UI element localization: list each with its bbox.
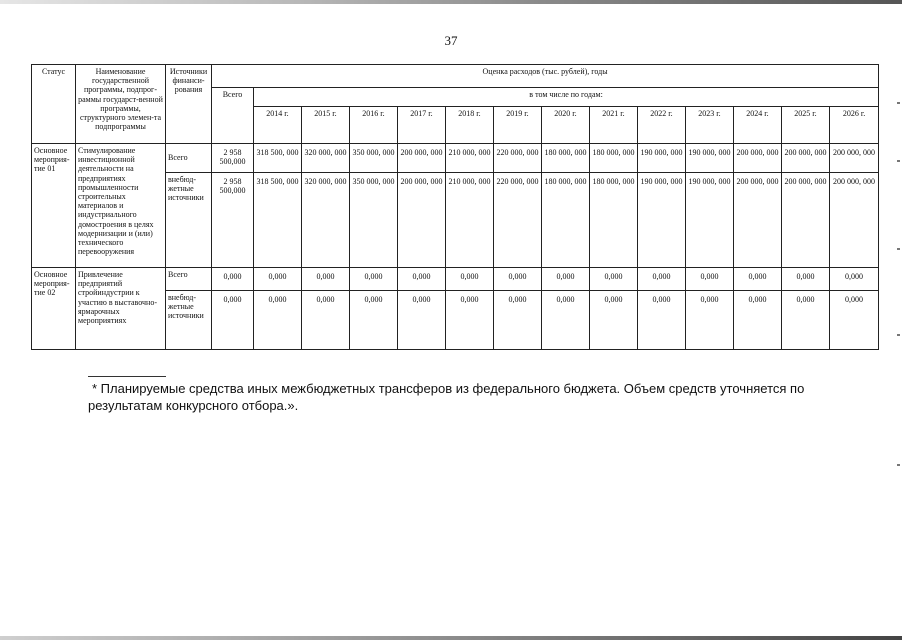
header-year: 2026 г. (830, 107, 879, 144)
header-year: 2024 г. (734, 107, 782, 144)
header-year: 2025 г. (782, 107, 830, 144)
year-value-cell: 200 000, 000 (782, 144, 830, 173)
header-year: 2015 г. (302, 107, 350, 144)
header-total: Всего (212, 88, 254, 144)
table-row (32, 144, 879, 173)
year-value-cell: 0,000 (254, 268, 302, 291)
year-value-cell: 0,000 (446, 291, 494, 350)
status-cell: Основное мероприя-тие 02 (32, 268, 76, 350)
total-cell: 0,000 (212, 291, 254, 350)
year-value-cell: 180 000, 000 (542, 144, 590, 173)
status-cell: Основное мероприя-тие 01 (32, 144, 76, 268)
name-cell: Стимулирование инвестиционной деятельности на предприятиях промышленности строительных материалов и индустриального домостроения в целях модернизации и (или) технического перевооружения (76, 144, 166, 268)
year-value-cell: 0,000 (398, 291, 446, 350)
year-value-cell: 0,000 (830, 268, 879, 291)
year-value-cell: 0,000 (686, 291, 734, 350)
year-value-cell: 0,000 (446, 268, 494, 291)
year-value-cell: 0,000 (542, 268, 590, 291)
header-year: 2022 г. (638, 107, 686, 144)
year-value-cell: 0,000 (590, 291, 638, 350)
year-value-cell: 190 000, 000 (686, 144, 734, 173)
header-by-years: в том числе по годам: (254, 88, 879, 107)
header-year: 2018 г. (446, 107, 494, 144)
total-cell: 2 958 500,000 (212, 144, 254, 173)
source-cell: Всего (166, 268, 212, 291)
source-cell: внебюд-жетные источники (166, 291, 212, 350)
year-value-cell: 200 000, 000 (830, 144, 879, 173)
year-value-cell: 0,000 (350, 291, 398, 350)
budget-table (31, 64, 879, 350)
year-value-cell: 190 000, 000 (638, 144, 686, 173)
year-value-cell: 200 000, 000 (782, 173, 830, 268)
year-value-cell: 0,000 (638, 268, 686, 291)
header-name: Наименование государственной программы, подпрог-раммы государст-венной программы, структурного элемен-та подпрограммы (76, 65, 166, 144)
year-value-cell: 320 000, 000 (302, 173, 350, 268)
year-value-cell: 350 000, 000 (350, 173, 398, 268)
year-value-cell: 190 000, 000 (686, 173, 734, 268)
year-value-cell: 180 000, 000 (590, 173, 638, 268)
header-year: 2016 г. (350, 107, 398, 144)
year-value-cell: 200 000, 000 (398, 144, 446, 173)
year-value-cell: 0,000 (302, 291, 350, 350)
footnote-line: результатам конкурсного отбора.». (88, 398, 299, 413)
page-number: 37 (444, 33, 458, 48)
year-value-cell: 200 000, 000 (830, 173, 879, 268)
year-value-cell: 0,000 (782, 268, 830, 291)
scan-edge-mark (897, 160, 900, 162)
source-cell: Всего (166, 144, 212, 173)
year-value-cell: 0,000 (686, 268, 734, 291)
header-year: 2020 г. (542, 107, 590, 144)
header-estimate: Оценка расходов (тыс. рублей), годы (212, 65, 879, 88)
header-year: 2021 г. (590, 107, 638, 144)
header-year: 2023 г. (686, 107, 734, 144)
year-value-cell: 0,000 (302, 268, 350, 291)
header-year: 2017 г. (398, 107, 446, 144)
header-row (32, 65, 879, 88)
header-year: 2014 г. (254, 107, 302, 144)
year-value-cell: 200 000, 000 (734, 173, 782, 268)
year-value-cell: 0,000 (254, 291, 302, 350)
year-value-cell: 350 000, 000 (350, 144, 398, 173)
year-value-cell: 0,000 (734, 291, 782, 350)
total-cell: 0,000 (212, 268, 254, 291)
scan-edge-mark (897, 248, 900, 250)
year-value-cell: 200 000, 000 (734, 144, 782, 173)
year-value-cell: 180 000, 000 (542, 173, 590, 268)
year-value-cell: 0,000 (782, 291, 830, 350)
table-row (32, 268, 879, 291)
year-value-cell: 190 000, 000 (638, 173, 686, 268)
name-cell: Привлечение предприятий стройиндустрии к участию в выставочно-ярмарочных мероприятиях (76, 268, 166, 350)
total-cell: 2 958 500,000 (212, 173, 254, 268)
year-value-cell: 210 000, 000 (446, 144, 494, 173)
header-source: Источники финанси-рования (166, 65, 212, 144)
year-value-cell: 0,000 (350, 268, 398, 291)
footnote-line: * Планируемые средства иных межбюджетных трансферов из федерального бюджета. Объем средств уточняется по (92, 381, 805, 396)
footnote (88, 380, 848, 414)
year-value-cell: 0,000 (590, 268, 638, 291)
scan-edge-mark (897, 102, 900, 104)
year-value-cell: 318 500, 000 (254, 144, 302, 173)
footnote-divider (88, 376, 166, 377)
year-value-cell: 0,000 (542, 291, 590, 350)
header-year: 2019 г. (494, 107, 542, 144)
scan-edge-mark (897, 464, 900, 466)
scan-edge-mark (897, 334, 900, 336)
year-value-cell: 0,000 (734, 268, 782, 291)
year-value-cell: 220 000, 000 (494, 144, 542, 173)
year-value-cell: 210 000, 000 (446, 173, 494, 268)
header-status: Статус (32, 65, 76, 144)
scan-edge-bottom (0, 636, 902, 640)
year-value-cell: 180 000, 000 (590, 144, 638, 173)
scan-edge-top (0, 0, 902, 4)
year-value-cell: 320 000, 000 (302, 144, 350, 173)
year-value-cell: 200 000, 000 (398, 173, 446, 268)
source-cell: внебюд-жетные источники (166, 173, 212, 268)
year-value-cell: 0,000 (638, 291, 686, 350)
year-value-cell: 0,000 (830, 291, 879, 350)
year-value-cell: 0,000 (398, 268, 446, 291)
year-value-cell: 318 500, 000 (254, 173, 302, 268)
year-value-cell: 220 000, 000 (494, 173, 542, 268)
year-value-cell: 0,000 (494, 291, 542, 350)
year-value-cell: 0,000 (494, 268, 542, 291)
